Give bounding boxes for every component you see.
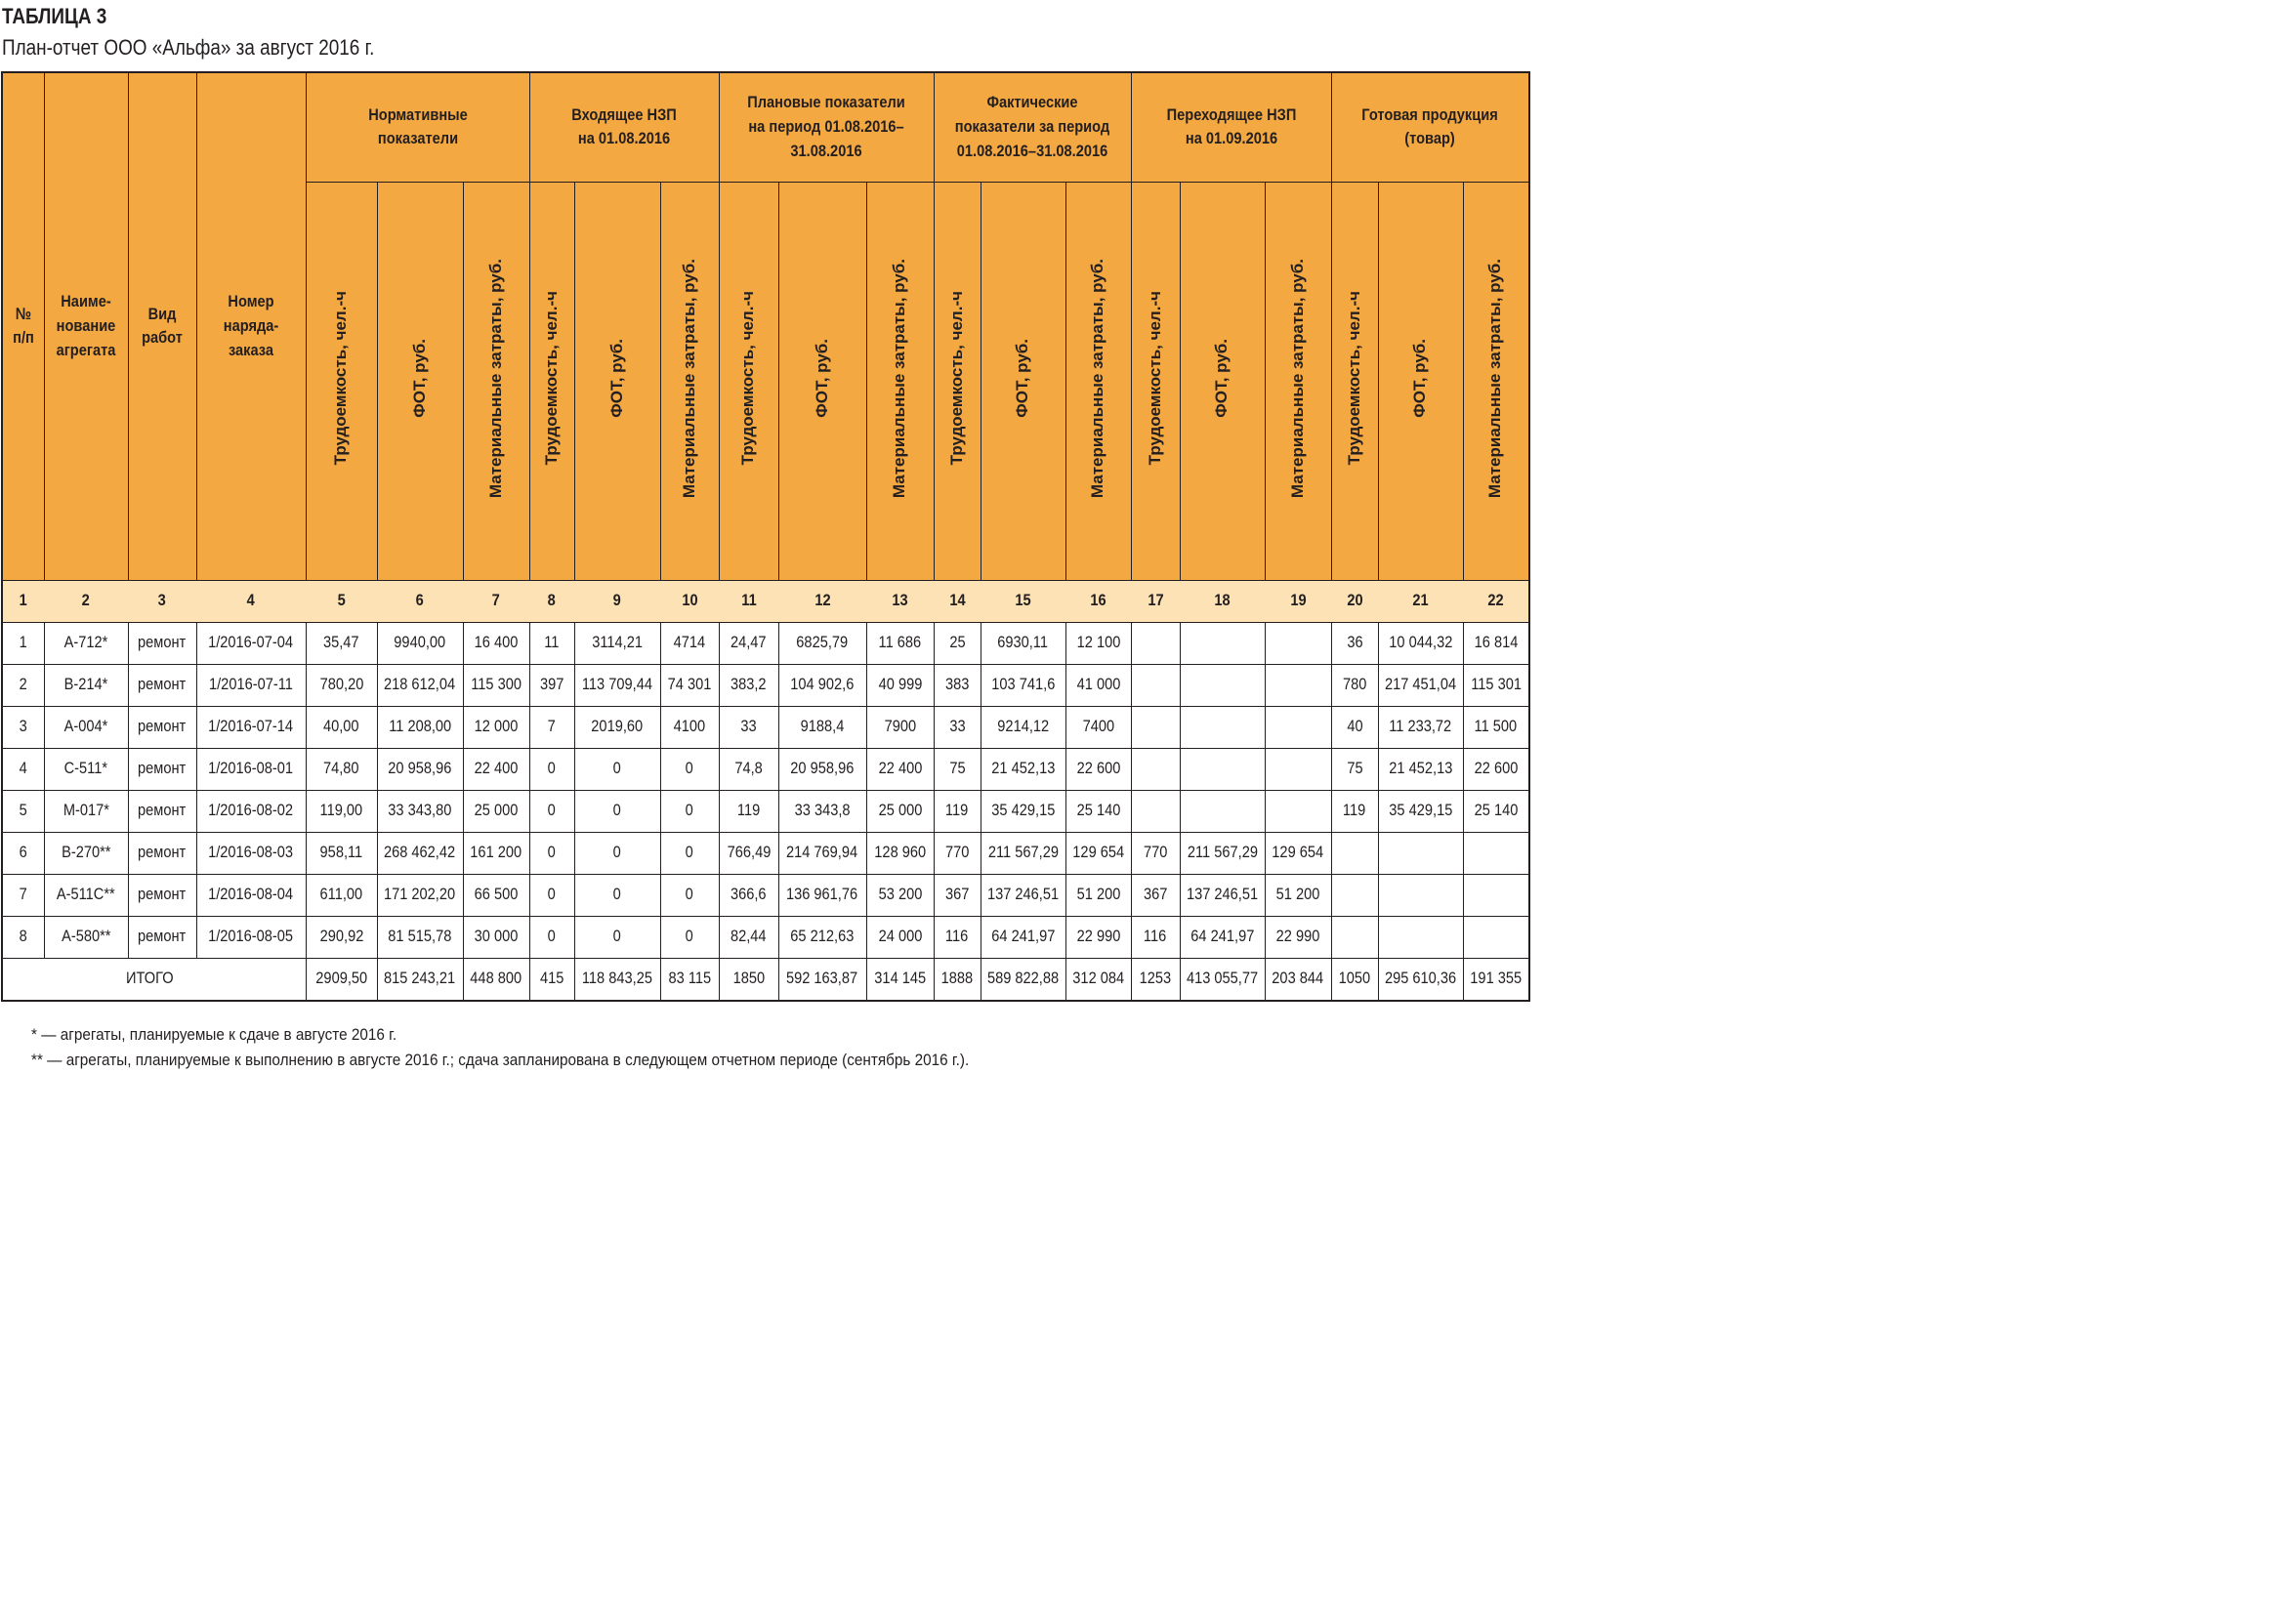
table-row	[2, 664, 1529, 706]
table-row	[2, 874, 1529, 916]
table-cell: 1/2016-08-04	[196, 874, 306, 916]
table-cell: 1/2016-08-02	[196, 790, 306, 832]
table-cell: 0	[529, 916, 574, 958]
table-cell: 366,6	[719, 874, 778, 916]
subheader-payroll: ФОТ, руб.	[377, 182, 463, 580]
table-cell: 33 343,80	[377, 790, 463, 832]
table-cell: 74,8	[719, 748, 778, 790]
table-row	[2, 706, 1529, 748]
table-cell: 25 140	[1463, 790, 1529, 832]
subheader-labor: Трудоемкость, чел.-ч	[1331, 182, 1378, 580]
table-cell: 113 709,44	[574, 664, 660, 706]
table-cell: 20 958,96	[778, 748, 866, 790]
table-cell: ремонт	[128, 832, 196, 874]
table-cell: 22 990	[1265, 916, 1331, 958]
column-number-cell: 10	[660, 580, 719, 622]
table-cell: ремонт	[128, 748, 196, 790]
table-cell: 41 000	[1065, 664, 1131, 706]
column-number-cell: 17	[1131, 580, 1180, 622]
table-cell: 22 400	[463, 748, 529, 790]
table-cell: 171 202,20	[377, 874, 463, 916]
table-cell: 116	[934, 916, 981, 958]
subheader-labor: Трудоемкость, чел.-ч	[306, 182, 377, 580]
table-row	[2, 832, 1529, 874]
table-cell: 7	[2, 874, 44, 916]
column-number-cell: 22	[1463, 580, 1529, 622]
table-cell: 770	[934, 832, 981, 874]
table-cell: 119,00	[306, 790, 377, 832]
table-cell: 0	[660, 832, 719, 874]
table-cell: 25 000	[463, 790, 529, 832]
table-cell: 16 400	[463, 622, 529, 664]
table-cell: 74 301	[660, 664, 719, 706]
table-cell	[1180, 706, 1265, 748]
column-number-cell: 21	[1378, 580, 1463, 622]
table-cell: 81 515,78	[377, 916, 463, 958]
table-cell: 770	[1131, 832, 1180, 874]
table-cell: 8	[2, 916, 44, 958]
total-cell: 1253	[1131, 958, 1180, 1001]
table-cell: 51 200	[1065, 874, 1131, 916]
column-number-cell: 8	[529, 580, 574, 622]
header-group-planned: Плановые показатели на период 01.08.2016–31.08.2016	[719, 72, 934, 182]
table-cell: 40 999	[866, 664, 934, 706]
subheader-payroll: ФОТ, руб.	[778, 182, 866, 580]
total-cell: 312 084	[1065, 958, 1131, 1001]
total-cell: 589 822,88	[981, 958, 1065, 1001]
column-number-cell: 16	[1065, 580, 1131, 622]
subheader-labor: Трудоемкость, чел.-ч	[719, 182, 778, 580]
table-cell: 1/2016-07-14	[196, 706, 306, 748]
table-cell: 9214,12	[981, 706, 1065, 748]
table-cell	[1131, 664, 1180, 706]
table-cell: 268 462,42	[377, 832, 463, 874]
table-cell	[1265, 706, 1331, 748]
column-number-cell: 6	[377, 580, 463, 622]
table-row	[2, 790, 1529, 832]
table-cell	[1378, 874, 1463, 916]
table-cell: 10 044,32	[1378, 622, 1463, 664]
table-cell: 137 246,51	[1180, 874, 1265, 916]
table-cell: 0	[660, 874, 719, 916]
table-cell: 0	[529, 790, 574, 832]
total-cell: 1888	[934, 958, 981, 1001]
table-cell: 22 400	[866, 748, 934, 790]
table-cell: 0	[660, 916, 719, 958]
table-cell: А-004*	[44, 706, 128, 748]
header-group-outgoing-wip: Переходящее НЗП на 01.09.2016	[1131, 72, 1331, 182]
table-cell: 12 100	[1065, 622, 1131, 664]
table-cell: 290,92	[306, 916, 377, 958]
table-cell: 115 300	[463, 664, 529, 706]
table-cell: 397	[529, 664, 574, 706]
table-cell: 4714	[660, 622, 719, 664]
subheader-payroll: ФОТ, руб.	[574, 182, 660, 580]
table-cell: 161 200	[463, 832, 529, 874]
table-cell: 3	[2, 706, 44, 748]
table-cell: 217 451,04	[1378, 664, 1463, 706]
table-cell: 958,11	[306, 832, 377, 874]
column-number-cell: 13	[866, 580, 934, 622]
column-number-cell: 3	[128, 580, 196, 622]
table-cell: 1/2016-08-01	[196, 748, 306, 790]
table-cell: 11 208,00	[377, 706, 463, 748]
table-cell: 4	[2, 748, 44, 790]
table-cell: 11 686	[866, 622, 934, 664]
table-cell: 53 200	[866, 874, 934, 916]
table-cell	[1463, 916, 1529, 958]
table-cell	[1180, 664, 1265, 706]
table-cell: 65 212,63	[778, 916, 866, 958]
table-cell: 766,49	[719, 832, 778, 874]
table-cell: 3114,21	[574, 622, 660, 664]
table-cell: 25 140	[1065, 790, 1131, 832]
table-cell: 33	[719, 706, 778, 748]
table-cell	[1463, 832, 1529, 874]
table-cell: 0	[660, 748, 719, 790]
table-cell: 21 452,13	[1378, 748, 1463, 790]
table-cell: 11	[529, 622, 574, 664]
table-cell: В-214*	[44, 664, 128, 706]
total-cell: 314 145	[866, 958, 934, 1001]
subheader-payroll: ФОТ, руб.	[981, 182, 1065, 580]
total-cell: 1850	[719, 958, 778, 1001]
table-cell: 9188,4	[778, 706, 866, 748]
subheader-materials: Материальные затраты, руб.	[1065, 182, 1131, 580]
table-cell: ремонт	[128, 874, 196, 916]
table-cell	[1180, 622, 1265, 664]
table-cell: 7900	[866, 706, 934, 748]
subheader-payroll: ФОТ, руб.	[1180, 182, 1265, 580]
table-cell: ремонт	[128, 916, 196, 958]
subheader-materials: Материальные затраты, руб.	[866, 182, 934, 580]
table-cell	[1331, 832, 1378, 874]
table-cell: 136 961,76	[778, 874, 866, 916]
column-number-cell: 14	[934, 580, 981, 622]
table-cell	[1180, 748, 1265, 790]
table-cell: 1/2016-07-11	[196, 664, 306, 706]
table-cell: 367	[1131, 874, 1180, 916]
table-cell	[1378, 916, 1463, 958]
subheader-labor: Трудоемкость, чел.-ч	[1131, 182, 1180, 580]
table-cell: С-511*	[44, 748, 128, 790]
total-cell: 448 800	[463, 958, 529, 1001]
table-title: ТАБЛИЦА 3	[2, 4, 107, 28]
table-cell: 22 600	[1463, 748, 1529, 790]
table-cell: 119	[719, 790, 778, 832]
table-cell: 129 654	[1265, 832, 1331, 874]
table-cell: 0	[574, 916, 660, 958]
table-cell	[1131, 790, 1180, 832]
table-cell: 0	[574, 874, 660, 916]
footnote-double-asterisk: ** — агрегаты, планируемые к выполнению в августе 2016 г.; сдача запланирована в следующем отчетном периоде (сентябрь 2016 г.).	[31, 1051, 970, 1069]
table-cell	[1131, 706, 1180, 748]
total-label: ИТОГО	[2, 958, 306, 1001]
table-cell: 16 814	[1463, 622, 1529, 664]
table-cell: 12 000	[463, 706, 529, 748]
table-cell: 24 000	[866, 916, 934, 958]
column-number-cell: 2	[44, 580, 128, 622]
table-row	[2, 916, 1529, 958]
table-cell	[1180, 790, 1265, 832]
column-number-row	[2, 580, 1529, 622]
table-cell: 0	[529, 874, 574, 916]
table-cell: 0	[574, 832, 660, 874]
table-cell: 1/2016-08-03	[196, 832, 306, 874]
table-cell: 75	[934, 748, 981, 790]
table-cell: ремонт	[128, 664, 196, 706]
total-cell: 1050	[1331, 958, 1378, 1001]
table-cell: 6	[2, 832, 44, 874]
total-row	[2, 958, 1529, 1001]
table-cell: ремонт	[128, 622, 196, 664]
table-cell	[1265, 622, 1331, 664]
table-cell: 66 500	[463, 874, 529, 916]
table-cell: 611,00	[306, 874, 377, 916]
column-number-cell: 19	[1265, 580, 1331, 622]
table-cell	[1265, 790, 1331, 832]
table-cell: 0	[660, 790, 719, 832]
table-cell: 7	[529, 706, 574, 748]
column-number-cell: 11	[719, 580, 778, 622]
table-cell: 25	[934, 622, 981, 664]
table-cell: 33	[934, 706, 981, 748]
table-subtitle: План-отчет ООО «Альфа» за август 2016 г.	[2, 35, 375, 60]
subheader-payroll: ФОТ, руб.	[1378, 182, 1463, 580]
total-cell: 815 243,21	[377, 958, 463, 1001]
column-number-cell: 4	[196, 580, 306, 622]
total-cell: 118 843,25	[574, 958, 660, 1001]
table-row	[2, 622, 1529, 664]
table-row	[2, 748, 1529, 790]
header-group-finished-goods: Готовая продукция (товар)	[1331, 72, 1529, 182]
table-cell: 128 960	[866, 832, 934, 874]
footnote-single-asterisk: * — агрегаты, планируемые к сдаче в августе 2016 г.	[31, 1025, 397, 1044]
table-cell: 104 902,6	[778, 664, 866, 706]
table-cell: 40	[1331, 706, 1378, 748]
table-cell: ремонт	[128, 706, 196, 748]
table-cell: 25 000	[866, 790, 934, 832]
table-cell: 367	[934, 874, 981, 916]
subheader-materials: Материальные затраты, руб.	[1265, 182, 1331, 580]
table-cell: 780,20	[306, 664, 377, 706]
table-cell	[1463, 874, 1529, 916]
header-group-actual: Фактические показатели за период 01.08.2016–31.08.2016	[934, 72, 1131, 182]
header-group-incoming-wip: Входящее НЗП на 01.08.2016	[529, 72, 719, 182]
table-cell: А-712*	[44, 622, 128, 664]
table-cell: 35 429,15	[981, 790, 1065, 832]
header-unit-name: Наиме-нование агрегата	[44, 72, 128, 580]
table-cell: 5	[2, 790, 44, 832]
table-cell: ремонт	[128, 790, 196, 832]
plan-report-table	[1, 71, 1530, 1002]
table-cell: 22 990	[1065, 916, 1131, 958]
table-cell: 30 000	[463, 916, 529, 958]
table-cell: 51 200	[1265, 874, 1331, 916]
table-cell: 40,00	[306, 706, 377, 748]
table-cell: 0	[529, 832, 574, 874]
column-number-cell: 18	[1180, 580, 1265, 622]
column-number-cell: 9	[574, 580, 660, 622]
table-cell: 119	[1331, 790, 1378, 832]
column-number-cell: 5	[306, 580, 377, 622]
table-cell: А-511С**	[44, 874, 128, 916]
table-cell	[1131, 622, 1180, 664]
table-cell: 75	[1331, 748, 1378, 790]
table-cell: 74,80	[306, 748, 377, 790]
subheader-materials: Материальные затраты, руб.	[660, 182, 719, 580]
header-order-num: Номер наряда-заказа	[196, 72, 306, 580]
total-cell: 413 055,77	[1180, 958, 1265, 1001]
table-cell: 33 343,8	[778, 790, 866, 832]
table-cell: 1	[2, 622, 44, 664]
total-cell: 203 844	[1265, 958, 1331, 1001]
total-cell: 592 163,87	[778, 958, 866, 1001]
column-number-cell: 1	[2, 580, 44, 622]
header-num: № п/п	[2, 72, 44, 580]
table-cell: 64 241,97	[1180, 916, 1265, 958]
table-cell: 82,44	[719, 916, 778, 958]
total-cell: 295 610,36	[1378, 958, 1463, 1001]
table-cell: 22 600	[1065, 748, 1131, 790]
table-cell: 0	[574, 790, 660, 832]
table-cell: 11 233,72	[1378, 706, 1463, 748]
table-cell: 7400	[1065, 706, 1131, 748]
header-group-normative: Нормативные показатели	[306, 72, 529, 182]
table-cell: 211 567,29	[1180, 832, 1265, 874]
table-cell: М-017*	[44, 790, 128, 832]
table-cell: 2019,60	[574, 706, 660, 748]
table-cell: 115 301	[1463, 664, 1529, 706]
subheader-labor: Трудоемкость, чел.-ч	[934, 182, 981, 580]
table-cell	[1331, 916, 1378, 958]
table-cell: 20 958,96	[377, 748, 463, 790]
subheader-labor: Трудоемкость, чел.-ч	[529, 182, 574, 580]
subheader-materials: Материальные затраты, руб.	[463, 182, 529, 580]
table-cell: 119	[934, 790, 981, 832]
table-cell: 11 500	[1463, 706, 1529, 748]
table-cell: 383	[934, 664, 981, 706]
table-cell: 211 567,29	[981, 832, 1065, 874]
table-cell: 6825,79	[778, 622, 866, 664]
column-number-cell: 20	[1331, 580, 1378, 622]
table-cell: 0	[574, 748, 660, 790]
table-cell: 116	[1131, 916, 1180, 958]
table-cell: 6930,11	[981, 622, 1065, 664]
total-cell: 191 355	[1463, 958, 1529, 1001]
table-cell: 0	[529, 748, 574, 790]
table-cell: 24,47	[719, 622, 778, 664]
table-cell: 36	[1331, 622, 1378, 664]
table-cell	[1331, 874, 1378, 916]
table-cell	[1131, 748, 1180, 790]
total-cell: 2909,50	[306, 958, 377, 1001]
table-cell: 2	[2, 664, 44, 706]
table-cell: 218 612,04	[377, 664, 463, 706]
header-work-type: Вид работ	[128, 72, 196, 580]
table-cell: 1/2016-08-05	[196, 916, 306, 958]
table-cell: 1/2016-07-04	[196, 622, 306, 664]
table-cell: 137 246,51	[981, 874, 1065, 916]
column-number-cell: 15	[981, 580, 1065, 622]
column-number-cell: 7	[463, 580, 529, 622]
table-cell: 35,47	[306, 622, 377, 664]
table-cell: 383,2	[719, 664, 778, 706]
column-number-cell: 12	[778, 580, 866, 622]
table-cell: 9940,00	[377, 622, 463, 664]
total-cell: 83 115	[660, 958, 719, 1001]
table-cell	[1378, 832, 1463, 874]
subheader-materials: Материальные затраты, руб.	[1463, 182, 1529, 580]
table-cell: 35 429,15	[1378, 790, 1463, 832]
table-cell: 4100	[660, 706, 719, 748]
table-cell: 780	[1331, 664, 1378, 706]
table-cell: А-580**	[44, 916, 128, 958]
table-cell: 64 241,97	[981, 916, 1065, 958]
table-cell: 21 452,13	[981, 748, 1065, 790]
table-cell: 129 654	[1065, 832, 1131, 874]
table-cell: 214 769,94	[778, 832, 866, 874]
table-cell: 103 741,6	[981, 664, 1065, 706]
table-cell	[1265, 664, 1331, 706]
table-cell: В-270**	[44, 832, 128, 874]
table-cell	[1265, 748, 1331, 790]
total-cell: 415	[529, 958, 574, 1001]
